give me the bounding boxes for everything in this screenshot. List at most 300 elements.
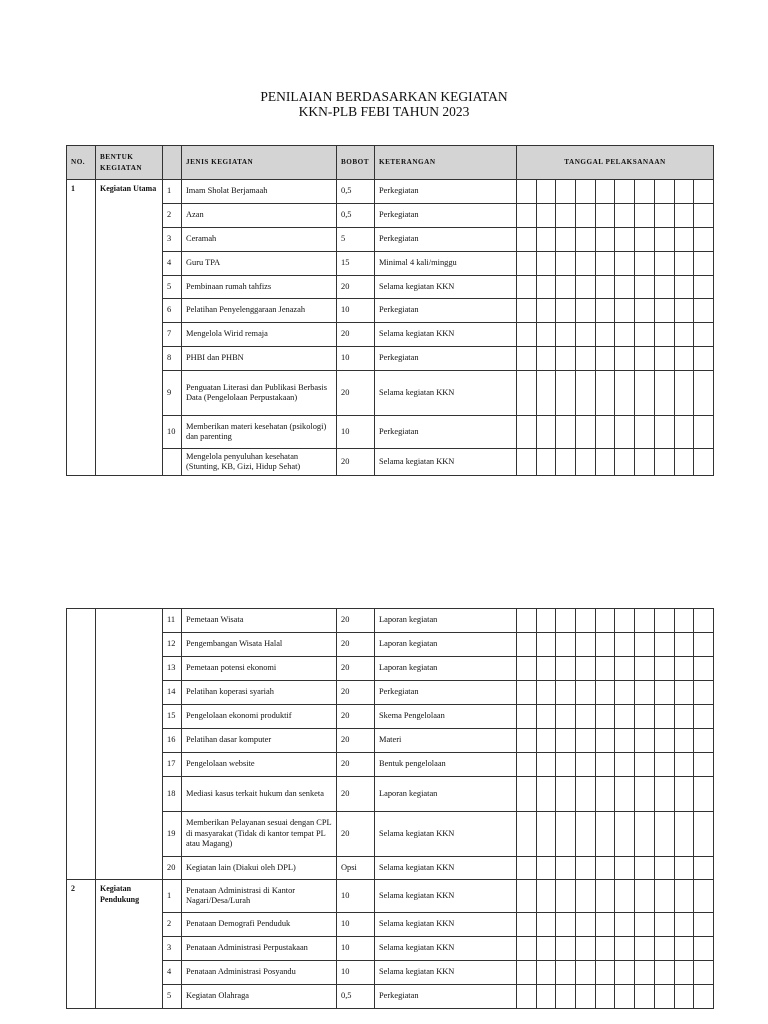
date-cell <box>595 252 615 276</box>
date-cell <box>536 913 556 937</box>
date-cell <box>595 812 615 857</box>
date-cell <box>536 857 556 880</box>
activity-note: Bentuk pengelolaan <box>375 753 517 777</box>
group-number-continued <box>67 609 96 880</box>
date-cell <box>517 323 537 347</box>
date-cell <box>674 937 694 961</box>
activity-note: Perkegiatan <box>375 681 517 705</box>
activity-name: Pelatihan koperasi syariah <box>182 681 337 705</box>
date-cell <box>517 228 537 252</box>
date-cell <box>694 937 714 961</box>
activity-note: Skema Pengelolaan <box>375 705 517 729</box>
date-cell <box>595 347 615 371</box>
date-cell <box>595 857 615 880</box>
activity-name: Memberikan materi kesehatan (psikologi) dan parenting <box>182 416 337 449</box>
date-cell <box>694 633 714 657</box>
date-cell <box>595 371 615 416</box>
date-cell <box>595 681 615 705</box>
row-number: 8 <box>163 347 182 371</box>
activity-weight: 20 <box>337 609 375 633</box>
date-cell <box>556 729 576 753</box>
table-row <box>67 857 714 880</box>
date-cell <box>654 252 674 276</box>
date-cell <box>595 180 615 204</box>
date-cell <box>615 323 635 347</box>
date-cell <box>556 416 576 449</box>
header-bentuk-kegiatan: BENTUK KEGIATAN <box>96 146 163 180</box>
table-row <box>67 609 714 633</box>
activity-weight: 20 <box>337 633 375 657</box>
activity-name: Mengelola Wirid remaja <box>182 323 337 347</box>
date-cell <box>517 449 537 476</box>
date-cell <box>536 299 556 323</box>
date-cell <box>536 961 556 985</box>
date-cell <box>595 276 615 299</box>
row-number: 19 <box>163 812 182 857</box>
row-number: 6 <box>163 299 182 323</box>
activity-name: Penataan Demografi Penduduk <box>182 913 337 937</box>
row-number: 5 <box>163 276 182 299</box>
date-cell <box>576 180 596 204</box>
group-label: Kegiatan Pendukung <box>96 880 163 1009</box>
date-cell <box>595 609 615 633</box>
table-row <box>67 371 714 416</box>
date-cell <box>517 753 537 777</box>
table-row <box>67 961 714 985</box>
date-cell <box>635 180 655 204</box>
date-cell <box>576 705 596 729</box>
date-cell <box>556 937 576 961</box>
activity-note: Laporan kegiatan <box>375 633 517 657</box>
row-number: 4 <box>163 961 182 985</box>
table-row <box>67 777 714 812</box>
activity-weight: 20 <box>337 323 375 347</box>
activity-name: Pengembangan Wisata Halal <box>182 633 337 657</box>
document-subtitle: KKN-PLB FEBI TAHUN 2023 <box>298 104 470 119</box>
table-row <box>67 729 714 753</box>
activity-weight: 20 <box>337 705 375 729</box>
date-cell <box>576 777 596 812</box>
date-cell <box>615 228 635 252</box>
date-cell <box>694 609 714 633</box>
date-cell <box>694 681 714 705</box>
row-number: 16 <box>163 729 182 753</box>
activity-weight: 10 <box>337 880 375 913</box>
row-number: 3 <box>163 937 182 961</box>
activity-name: Kegiatan lain (Diakui oleh DPL) <box>182 857 337 880</box>
date-cell <box>556 753 576 777</box>
date-cell <box>536 937 556 961</box>
date-cell <box>556 985 576 1009</box>
table-row <box>67 880 714 913</box>
activity-name: Penataan Administrasi di Kantor Nagari/Desa/Lurah <box>182 880 337 913</box>
activity-note: Perkegiatan <box>375 228 517 252</box>
date-cell <box>654 657 674 681</box>
activity-name: Azan <box>182 204 337 228</box>
row-number: 11 <box>163 609 182 633</box>
row-number: 2 <box>163 204 182 228</box>
date-cell <box>674 371 694 416</box>
row-number: 13 <box>163 657 182 681</box>
date-cell <box>635 961 655 985</box>
date-cell <box>517 633 537 657</box>
date-cell <box>556 371 576 416</box>
activity-note: Selama kegiatan KKN <box>375 323 517 347</box>
date-cell <box>595 657 615 681</box>
row-number: 7 <box>163 323 182 347</box>
table-row <box>67 228 714 252</box>
activity-note: Materi <box>375 729 517 753</box>
date-cell <box>635 753 655 777</box>
table-row <box>67 812 714 857</box>
date-cell <box>694 180 714 204</box>
date-cell <box>694 276 714 299</box>
row-number: 2 <box>163 913 182 937</box>
activity-name: Kegiatan Olahraga <box>182 985 337 1009</box>
date-cell <box>694 777 714 812</box>
date-cell <box>615 204 635 228</box>
date-cell <box>536 180 556 204</box>
date-cell <box>536 681 556 705</box>
activity-table-part-2 <box>66 608 714 1009</box>
activity-note: Laporan kegiatan <box>375 657 517 681</box>
row-number: 1 <box>163 180 182 204</box>
date-cell <box>517 857 537 880</box>
activity-weight: 20 <box>337 777 375 812</box>
date-cell <box>576 347 596 371</box>
date-cell <box>654 961 674 985</box>
activity-table-part-1 <box>66 145 714 476</box>
table-row <box>67 347 714 371</box>
row-number: 3 <box>163 228 182 252</box>
activity-weight: 0,5 <box>337 985 375 1009</box>
date-cell <box>556 276 576 299</box>
date-cell <box>576 657 596 681</box>
date-cell <box>635 857 655 880</box>
date-cell <box>635 276 655 299</box>
date-cell <box>517 729 537 753</box>
date-cell <box>536 204 556 228</box>
date-cell <box>674 729 694 753</box>
date-cell <box>654 609 674 633</box>
date-cell <box>576 449 596 476</box>
activity-name: Memberikan Pelayanan sesuai dengan CPL di masyarakat (Tidak di kantor tempat PL atau Magang) <box>182 812 337 857</box>
date-cell <box>635 937 655 961</box>
date-cell <box>694 657 714 681</box>
date-cell <box>694 416 714 449</box>
activity-note: Selama kegiatan KKN <box>375 913 517 937</box>
date-cell <box>615 371 635 416</box>
date-cell <box>635 729 655 753</box>
date-cell <box>517 961 537 985</box>
date-cell <box>694 880 714 913</box>
date-cell <box>635 371 655 416</box>
date-cell <box>576 299 596 323</box>
date-cell <box>654 416 674 449</box>
date-cell <box>694 985 714 1009</box>
activity-weight: 10 <box>337 347 375 371</box>
activity-weight: 20 <box>337 449 375 476</box>
date-cell <box>615 705 635 729</box>
date-cell <box>556 633 576 657</box>
activity-note: Laporan kegiatan <box>375 609 517 633</box>
date-cell <box>654 299 674 323</box>
date-cell <box>635 228 655 252</box>
table-row <box>67 204 714 228</box>
table-row <box>67 449 714 476</box>
date-cell <box>595 299 615 323</box>
table-row <box>67 681 714 705</box>
date-cell <box>694 371 714 416</box>
date-cell <box>654 276 674 299</box>
date-cell <box>615 985 635 1009</box>
date-cell <box>674 228 694 252</box>
date-cell <box>517 937 537 961</box>
activity-weight: 20 <box>337 681 375 705</box>
activity-name: Pembinaan rumah tahfizs <box>182 276 337 299</box>
date-cell <box>536 812 556 857</box>
date-cell <box>517 777 537 812</box>
date-cell <box>556 204 576 228</box>
table-row <box>67 705 714 729</box>
header-number-spacer <box>163 146 182 180</box>
date-cell <box>635 985 655 1009</box>
date-cell <box>694 753 714 777</box>
activity-note: Selama kegiatan KKN <box>375 880 517 913</box>
date-cell <box>517 276 537 299</box>
date-cell <box>517 913 537 937</box>
date-cell <box>635 681 655 705</box>
date-cell <box>576 985 596 1009</box>
date-cell <box>576 276 596 299</box>
date-cell <box>576 857 596 880</box>
activity-name: Pelatihan Penyelenggaraan Jenazah <box>182 299 337 323</box>
activity-note: Selama kegiatan KKN <box>375 937 517 961</box>
activity-weight: 10 <box>337 299 375 323</box>
date-cell <box>556 777 576 812</box>
activity-name: Pengelolaan ekonomi produktif <box>182 705 337 729</box>
date-cell <box>536 323 556 347</box>
row-number: 12 <box>163 633 182 657</box>
date-cell <box>576 204 596 228</box>
date-cell <box>674 705 694 729</box>
date-cell <box>694 913 714 937</box>
date-cell <box>615 913 635 937</box>
date-cell <box>536 633 556 657</box>
date-cell <box>517 371 537 416</box>
date-cell <box>674 985 694 1009</box>
activity-weight: 20 <box>337 657 375 681</box>
header-bobot: BOBOT <box>337 146 375 180</box>
date-cell <box>654 857 674 880</box>
date-cell <box>635 299 655 323</box>
date-cell <box>576 609 596 633</box>
activity-weight: 15 <box>337 252 375 276</box>
date-cell <box>615 880 635 913</box>
date-cell <box>517 681 537 705</box>
date-cell <box>576 753 596 777</box>
date-cell <box>654 180 674 204</box>
date-cell <box>654 753 674 777</box>
date-cell <box>674 276 694 299</box>
activity-note: Perkegiatan <box>375 985 517 1009</box>
header-jenis-kegiatan: JENIS KEGIATAN <box>182 146 337 180</box>
activity-name: Guru TPA <box>182 252 337 276</box>
date-cell <box>694 299 714 323</box>
date-cell <box>556 323 576 347</box>
date-cell <box>576 937 596 961</box>
date-cell <box>556 857 576 880</box>
date-cell <box>654 705 674 729</box>
date-cell <box>536 449 556 476</box>
date-cell <box>694 449 714 476</box>
activity-note: Selama kegiatan KKN <box>375 857 517 880</box>
date-cell <box>517 299 537 323</box>
date-cell <box>536 657 556 681</box>
activity-name: Pemetaan potensi ekonomi <box>182 657 337 681</box>
date-cell <box>694 705 714 729</box>
date-cell <box>615 657 635 681</box>
date-cell <box>615 449 635 476</box>
date-cell <box>674 880 694 913</box>
date-cell <box>674 323 694 347</box>
date-cell <box>694 857 714 880</box>
activity-name: Penataan Administrasi Perpustakaan <box>182 937 337 961</box>
row-number: 10 <box>163 416 182 449</box>
date-cell <box>615 857 635 880</box>
activity-weight: 0,5 <box>337 204 375 228</box>
activity-name: Ceramah <box>182 228 337 252</box>
activity-note: Perkegiatan <box>375 204 517 228</box>
row-number: 20 <box>163 857 182 880</box>
date-cell <box>654 228 674 252</box>
date-cell <box>576 371 596 416</box>
header-keterangan: KETERANGAN <box>375 146 517 180</box>
activity-name: Pemetaan Wisata <box>182 609 337 633</box>
activity-name: Pengelolaan website <box>182 753 337 777</box>
date-cell <box>615 961 635 985</box>
date-cell <box>595 880 615 913</box>
date-cell <box>694 204 714 228</box>
header-tanggal-pelaksanaan: TANGGAL PELAKSANAAN <box>517 146 714 180</box>
date-cell <box>536 276 556 299</box>
document-title: PENILAIAN BERDASARKAN KEGIATAN <box>260 89 508 104</box>
date-cell <box>595 204 615 228</box>
date-cell <box>536 985 556 1009</box>
table-row <box>67 753 714 777</box>
activity-weight: 10 <box>337 416 375 449</box>
date-cell <box>556 705 576 729</box>
date-cell <box>517 609 537 633</box>
date-cell <box>595 228 615 252</box>
row-number: 9 <box>163 371 182 416</box>
date-cell <box>654 985 674 1009</box>
date-cell <box>556 681 576 705</box>
date-cell <box>556 961 576 985</box>
activity-note: Perkegiatan <box>375 416 517 449</box>
header-no: NO. <box>67 146 96 180</box>
date-cell <box>595 913 615 937</box>
date-cell <box>674 812 694 857</box>
date-cell <box>694 812 714 857</box>
date-cell <box>536 609 556 633</box>
date-cell <box>674 753 694 777</box>
date-cell <box>556 812 576 857</box>
date-cell <box>615 299 635 323</box>
date-cell <box>576 252 596 276</box>
date-cell <box>635 609 655 633</box>
date-cell <box>694 729 714 753</box>
date-cell <box>615 347 635 371</box>
date-cell <box>654 347 674 371</box>
activity-weight: Opsi <box>337 857 375 880</box>
date-cell <box>674 347 694 371</box>
activity-weight: 20 <box>337 753 375 777</box>
date-cell <box>674 777 694 812</box>
date-cell <box>694 252 714 276</box>
date-cell <box>674 857 694 880</box>
date-cell <box>654 323 674 347</box>
date-cell <box>694 347 714 371</box>
date-cell <box>595 449 615 476</box>
date-cell <box>595 729 615 753</box>
date-cell <box>635 449 655 476</box>
date-cell <box>536 753 556 777</box>
date-cell <box>674 299 694 323</box>
date-cell <box>517 880 537 913</box>
date-cell <box>556 252 576 276</box>
table-row <box>67 633 714 657</box>
date-cell <box>517 416 537 449</box>
row-number: 14 <box>163 681 182 705</box>
date-cell <box>674 961 694 985</box>
date-cell <box>517 657 537 681</box>
date-cell <box>595 323 615 347</box>
date-cell <box>576 729 596 753</box>
activity-weight: 20 <box>337 276 375 299</box>
date-cell <box>635 705 655 729</box>
activity-weight: 0,5 <box>337 180 375 204</box>
date-cell <box>654 204 674 228</box>
date-cell <box>615 633 635 657</box>
date-cell <box>595 961 615 985</box>
date-cell <box>615 180 635 204</box>
activity-note: Selama kegiatan KKN <box>375 276 517 299</box>
date-cell <box>654 777 674 812</box>
date-cell <box>694 961 714 985</box>
date-cell <box>615 276 635 299</box>
table-header-row <box>67 146 714 180</box>
date-cell <box>674 252 694 276</box>
date-cell <box>556 347 576 371</box>
group-label: Kegiatan Utama <box>96 180 163 476</box>
activity-weight: 20 <box>337 812 375 857</box>
date-cell <box>517 347 537 371</box>
date-cell <box>694 228 714 252</box>
date-cell <box>576 812 596 857</box>
date-cell <box>635 657 655 681</box>
date-cell <box>615 729 635 753</box>
activity-weight: 10 <box>337 937 375 961</box>
date-cell <box>615 681 635 705</box>
activity-name: Imam Sholat Berjamaah <box>182 180 337 204</box>
date-cell <box>536 880 556 913</box>
row-number: 17 <box>163 753 182 777</box>
date-cell <box>595 753 615 777</box>
date-cell <box>615 777 635 812</box>
date-cell <box>674 657 694 681</box>
activity-name: Penguatan Literasi dan Publikasi Berbasis Data (Pengelolaan Perpustakaan) <box>182 371 337 416</box>
